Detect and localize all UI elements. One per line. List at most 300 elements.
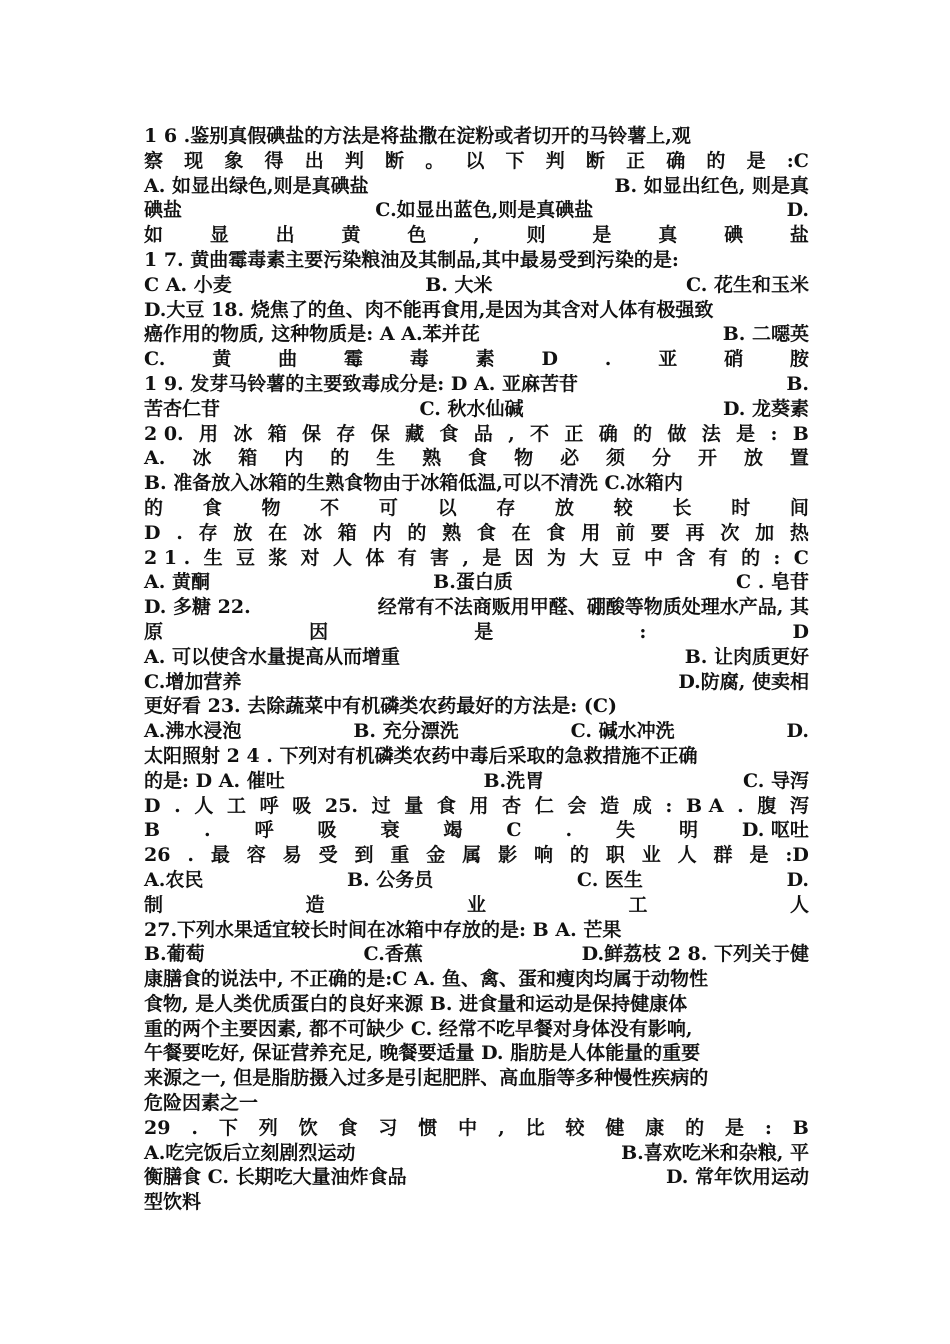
text-fragment: B. 让肉质更好 [684,645,809,668]
text-fragment: 的 [685,1116,705,1139]
text-fragment: . [176,521,183,544]
text-fragment: 箱 [337,521,357,544]
text-line [144,521,809,546]
text-line [144,174,809,199]
text-line [144,372,809,397]
text-fragment: 对 [300,546,320,569]
text-fragment: D.鲜荔枝 2 8. 下列关于健 [581,943,809,966]
text-fragment: 是 [749,844,769,867]
text-fragment: 再 [685,521,705,544]
text-fragment: 可 [378,496,398,519]
text-fragment: 苦杏仁苷 [144,397,221,420]
text-line [144,595,809,620]
text-fragment: 现 [184,149,204,172]
text-fragment: 工 [628,893,648,916]
text-line [144,843,809,868]
text-fragment: 藏 [405,422,425,445]
text-fragment: 豆 [235,546,255,569]
text-fragment: 人 [194,794,214,817]
text-fragment: 衰 [380,819,400,842]
text-fragment: 工 [227,794,247,817]
text-fragment: 造 [600,794,620,817]
text-fragment: 盐 [789,224,809,247]
text-fragment: 碘盐 [144,199,183,222]
text-fragment: 真 [658,224,678,247]
text-fragment: 群 [713,844,733,867]
text-fragment: 重 [390,844,410,867]
text-fragment: 金 [426,844,446,867]
text-fragment: 受 [318,844,338,867]
text-fragment: D [144,521,161,544]
text-fragment: 为 [547,546,567,569]
text-fragment: 食 [476,521,496,544]
text-fragment: 过 [371,794,391,817]
text-fragment: C A. 小麦 [144,273,232,296]
text-fragment: 职 [605,844,625,867]
text-fragment: 碘 [724,224,744,247]
text-fragment: B. 如显出红色, 则是真 [614,174,809,197]
text-fragment: 习 [378,1116,398,1139]
text-fragment: 判 [545,149,565,172]
text-fragment: 含 [676,546,696,569]
text-fragment: D.防腐, 使卖相 [678,670,809,693]
text-fragment: 吸 [317,819,337,842]
text-fragment: 午餐要吃好, 保证营养充足, 晚餐要适量 D. 脂肪是人体能量的重要 [144,1042,701,1065]
text-line [144,670,809,695]
text-fragment: 呼 [259,794,279,817]
text-line [144,1141,809,1166]
text-fragment: 以 [465,149,485,172]
text-line [144,769,809,794]
text-fragment: 量 [404,794,424,817]
text-fragment: 箱 [267,422,287,445]
text-fragment: 察 [144,149,164,172]
text-fragment: A. [144,447,166,470]
text-fragment: 型饮料 [144,1191,202,1214]
text-fragment: 属 [462,844,482,867]
text-fragment: 重的两个主要因素, 都不可缺少 C. 经常不吃早餐对身体没有影响, [144,1017,693,1040]
text-fragment: 放 [555,496,575,519]
text-fragment: C.如显出蓝色,则是真碘盐 [375,199,594,222]
text-fragment: 造 [305,893,325,916]
text-fragment: B.洗胃 [483,769,545,792]
text-line [144,794,809,819]
text-fragment: 响 [534,844,554,867]
text-fragment: B.喜欢吃米和杂粮, 平 [621,1141,809,1164]
text-fragment: 饮 [298,1116,318,1139]
text-line [144,496,809,521]
text-fragment: 在 [511,521,531,544]
text-fragment: 保 [302,422,322,445]
text-fragment: 出 [304,149,324,172]
text-fragment: C [506,819,522,842]
text-line [144,149,809,174]
text-fragment: 象 [224,149,244,172]
text-fragment: A.沸水浸泡 [144,720,242,743]
text-fragment: 26 [144,844,171,867]
text-fragment: 有 [397,546,417,569]
text-fragment: 害 [430,546,450,569]
text-fragment: C. 导泻 [742,769,809,792]
text-fragment: 的 [407,521,427,544]
text-fragment: 存 [496,496,516,519]
text-fragment: B. [786,372,809,395]
text-fragment: C.增加营养 [144,670,242,693]
text-fragment: 以 [437,496,457,519]
text-fragment: 1 7. 黄曲霉毒素主要污染粮油及其制品,其中最易受到污染的是: [144,248,679,271]
text-fragment: 食 [338,1116,358,1139]
text-fragment: 竭 [443,819,463,842]
text-fragment: 经常有不法商贩用甲醛、硼酸等物质处理水产品, 其 [377,596,809,619]
text-fragment: 用 [469,794,489,817]
text-fragment: 确 [598,422,618,445]
text-line [144,347,809,372]
text-fragment: 2 1 . [144,546,191,569]
text-fragment: A.吃完饭后立刻剧烈运动 [144,1141,356,1164]
text-fragment: 下 [218,1116,238,1139]
text-fragment: 杏 [502,794,522,817]
text-fragment: 做 [667,422,687,445]
text-fragment: C.香蕉 [363,943,423,966]
text-fragment: : [639,620,647,643]
text-fragment: 正 [564,422,584,445]
text-fragment: 曲 [278,348,298,371]
text-fragment: 次 [720,521,740,544]
text-fragment: 。 [425,149,445,172]
text-fragment: A. 如显出绿色,则是真碘盐 [144,174,369,197]
text-fragment: 断 [385,149,405,172]
text-fragment: 法 [701,422,721,445]
text-fragment: 是 [592,224,612,247]
text-fragment: 27.下列水果适宜较长时间在冰箱中存放的是: B A. 芒果 [144,918,622,941]
text-fragment: 食 [546,521,566,544]
text-line [144,124,809,149]
text-fragment: 影 [498,844,518,867]
text-fragment: 成 [632,794,652,817]
text-fragment: C. 秋水仙碱 [419,397,524,420]
text-fragment: 不 [530,422,550,445]
text-fragment: 用 [199,422,219,445]
text-fragment: 豆 [611,546,631,569]
text-fragment: 仁 [534,794,554,817]
text-line [144,744,809,769]
text-fragment: 是 [482,546,502,569]
text-fragment: B. 充分漂洗 [353,720,459,743]
text-fragment: A.农民 [144,868,204,891]
text-line [144,918,809,943]
text-fragment: D [144,794,161,817]
text-fragment: 明 [678,819,698,842]
text-fragment: 危险因素之一 [144,1092,259,1115]
text-line [144,818,809,843]
text-fragment: 1 6 .鉴别真假碘盐的方法是将盐撒在淀粉或者切开的马铃薯上,观 [144,125,691,147]
text-fragment: D. 呕吐 [741,819,809,842]
text-line [144,893,809,918]
text-line [144,1190,809,1215]
text-fragment: 食 [202,496,222,519]
text-fragment: 业 [466,893,486,916]
text-fragment: 前 [616,521,636,544]
text-fragment: B. 公务员 [346,868,434,891]
text-fragment: 则 [526,224,546,247]
text-fragment: 物 [514,447,534,470]
text-fragment: 业 [641,844,661,867]
text-fragment: 人 [333,546,353,569]
text-fragment: 太阳照射 2 4 . 下列对有机磷类农药中毒后采取的急救措施不正确 [144,744,698,767]
text-fragment: 存 [336,422,356,445]
text-fragment: 失 [616,819,636,842]
text-fragment: 冰 [192,447,212,470]
text-fragment: 冰 [233,422,253,445]
text-fragment: 加 [755,521,775,544]
text-fragment: B.蛋白质 [433,571,513,594]
text-fragment: 放 [743,447,763,470]
text-fragment: D. 常年饮用运动 [665,1166,809,1189]
text-fragment: 熟 [442,521,462,544]
text-fragment: . [204,819,211,842]
text-fragment: 会 [567,794,587,817]
text-fragment: 癌作用的物质, 这种物质是: A A.苯并芘 [144,323,480,346]
text-fragment: 保 [370,422,390,445]
text-fragment: 因 [514,546,534,569]
text-fragment: 判 [344,149,364,172]
text-fragment: 最 [210,844,230,867]
question-text-block [144,124,809,1215]
text-fragment: 出 [275,224,295,247]
text-fragment: 是 [725,1116,745,1139]
text-fragment: . [187,844,194,867]
text-fragment: 来源之一, 但是脂肪摄入过多是引起肥胖、高血脂等多种慢性疾病的 [144,1067,709,1090]
text-fragment: 时 [731,496,751,519]
text-fragment: D. [786,199,809,222]
text-fragment: 大 [579,546,599,569]
text-fragment: 间 [789,496,809,519]
text-fragment: , [462,546,469,569]
text-fragment: B.葡萄 [144,943,205,966]
text-fragment: 康膳食的说法中, 不正确的是:C A. 鱼、禽、蛋和瘦肉均属于动物性 [144,968,708,991]
text-fragment: . [604,348,612,371]
text-fragment: C [793,546,809,569]
text-fragment: 熟 [422,447,442,470]
text-fragment: A. 可以使含水量提高从而增重 [144,645,400,668]
text-fragment: B A [686,794,724,817]
text-fragment: 须 [606,447,626,470]
text-fragment: 人 [677,844,697,867]
text-fragment: 胺 [789,348,809,371]
text-fragment: : [764,1116,772,1139]
text-fragment: B. 二噁英 [722,323,809,346]
text-fragment: 29 [144,1116,171,1139]
text-fragment: 呼 [254,819,274,842]
text-fragment: 食 [468,447,488,470]
text-line [144,1017,809,1042]
text-fragment: B [792,1116,809,1139]
text-fragment: 正 [626,149,646,172]
text-fragment: 食 [436,794,456,817]
text-line [144,1091,809,1116]
text-fragment: 制 [144,893,164,916]
text-fragment: 25. [324,794,358,817]
text-fragment: 是 [746,149,766,172]
text-fragment: D [792,620,809,643]
text-fragment: : [770,422,778,445]
text-fragment: 箱 [238,447,258,470]
text-fragment: 的 [633,422,653,445]
text-fragment: 亚 [658,348,678,371]
text-fragment: 的是: D A. 催吐 [144,769,285,792]
text-fragment: 放 [233,521,253,544]
text-fragment: 霉 [343,348,363,371]
text-fragment: 素 [475,348,495,371]
text-fragment: 有 [708,546,728,569]
text-fragment: : [665,794,673,817]
text-fragment: 长 [672,496,692,519]
text-fragment: 较 [565,1116,585,1139]
text-fragment: 色 [407,224,427,247]
text-fragment: 在 [268,521,288,544]
text-fragment: 中 [458,1116,478,1139]
text-line [144,273,809,298]
text-fragment: 内 [372,521,392,544]
text-fragment: 确 [666,149,686,172]
text-fragment: A. 黄酮 [144,571,210,594]
text-fragment: 冰 [302,521,322,544]
text-fragment: 腹 [757,794,777,817]
text-fragment: 中 [644,546,664,569]
text-line [144,397,809,422]
text-fragment: 较 [613,496,633,519]
text-fragment: 毒 [409,348,429,371]
text-fragment: 食物, 是人类优质蛋白的良好来源 B. 进食量和运动是保持健康体 [144,992,688,1015]
text-fragment: 硝 [724,348,744,371]
text-fragment: 1 9. 发芽马铃薯的主要致毒成分是: D A. 亚麻苦苷 [144,372,578,395]
text-fragment: 必 [560,447,580,470]
text-line [144,1116,809,1141]
text-line [144,546,809,571]
text-fragment: 品 [473,422,493,445]
text-fragment: , [473,224,480,247]
text-fragment: 易 [282,844,302,867]
text-fragment: 的 [330,447,350,470]
text-fragment: 衡膳食 C. 长期吃大量油炸食品 [144,1166,407,1189]
text-fragment: 黄 [212,348,232,371]
text-fragment: C. 医生 [576,868,643,891]
text-line [144,694,809,719]
text-fragment: D. 多糖 22. [144,596,251,619]
text-fragment: . [565,819,573,842]
text-fragment: 是 [474,620,494,643]
text-fragment: 容 [246,844,266,867]
text-fragment: D. [786,720,809,743]
text-line [144,1066,809,1091]
text-line [144,198,809,223]
text-fragment: 的 [741,546,761,569]
text-fragment: , [498,1116,505,1139]
text-line [144,1041,809,1066]
text-fragment: 下 [505,149,525,172]
text-fragment: 黄 [341,224,361,247]
text-fragment: B [792,422,809,445]
text-fragment: 要 [650,521,670,544]
text-fragment: 吸 [292,794,312,817]
text-fragment: B [144,819,161,842]
text-fragment: 生 [376,447,396,470]
text-fragment: :D [785,844,809,867]
text-line [144,868,809,893]
text-fragment: 的 [569,844,589,867]
text-fragment: B. 大米 [425,273,493,296]
text-fragment: 2 0. [144,422,184,445]
text-fragment: 显 [209,224,229,247]
text-fragment: 开 [697,447,717,470]
text-fragment: 如 [144,224,164,247]
text-fragment: :C [786,149,809,172]
text-fragment: D.大豆 18. 烧焦了的鱼、肉不能再食用,是因为其含对人体有极强致 [144,298,714,321]
text-fragment: C. [144,348,166,371]
text-line [144,422,809,447]
text-fragment: 人 [789,893,809,916]
text-fragment: 热 [789,521,809,544]
text-fragment: B. 准备放入冰箱的生熟食物由于冰箱低温,可以不清洗 C.冰箱内 [144,472,683,495]
text-fragment: D [541,348,558,371]
text-fragment: 得 [264,149,284,172]
text-line [144,1165,809,1190]
text-fragment: 食 [439,422,459,445]
text-line [144,967,809,992]
text-fragment: 比 [525,1116,545,1139]
text-fragment: 因 [309,620,329,643]
text-fragment: 原 [144,620,164,643]
text-line [144,645,809,670]
text-fragment: . [174,794,181,817]
text-fragment: . [737,794,744,817]
text-fragment: 体 [365,546,385,569]
text-fragment: 分 [652,447,672,470]
text-fragment: 健 [605,1116,625,1139]
text-fragment: 康 [645,1116,665,1139]
text-line [144,322,809,347]
text-fragment: 到 [354,844,374,867]
text-fragment: 列 [258,1116,278,1139]
text-fragment: . [191,1116,198,1139]
text-fragment: 惯 [418,1116,438,1139]
text-fragment: C. 花生和玉米 [685,273,809,296]
text-fragment: : [773,546,781,569]
text-line [144,570,809,595]
text-line [144,942,809,967]
text-fragment: 的 [144,496,164,519]
text-line [144,992,809,1017]
text-fragment: 物 [261,496,281,519]
text-line [144,719,809,744]
text-fragment: 断 [585,149,605,172]
text-fragment: , [508,422,515,445]
text-fragment: 的 [706,149,726,172]
text-fragment: C. 碱水冲洗 [570,720,675,743]
text-fragment: 泻 [789,794,809,817]
text-fragment: 用 [581,521,601,544]
text-fragment: D. [786,868,809,891]
text-line [144,298,809,323]
text-line [144,471,809,496]
text-line [144,620,809,645]
text-line [144,248,809,273]
text-fragment: 内 [284,447,304,470]
text-fragment: 存 [198,521,218,544]
text-fragment: 更好看 23. 去除蔬菜中有机磷类农药最好的方法是: (C) [144,695,618,718]
text-fragment: 浆 [268,546,288,569]
text-fragment: C . 皂苷 [736,571,809,594]
